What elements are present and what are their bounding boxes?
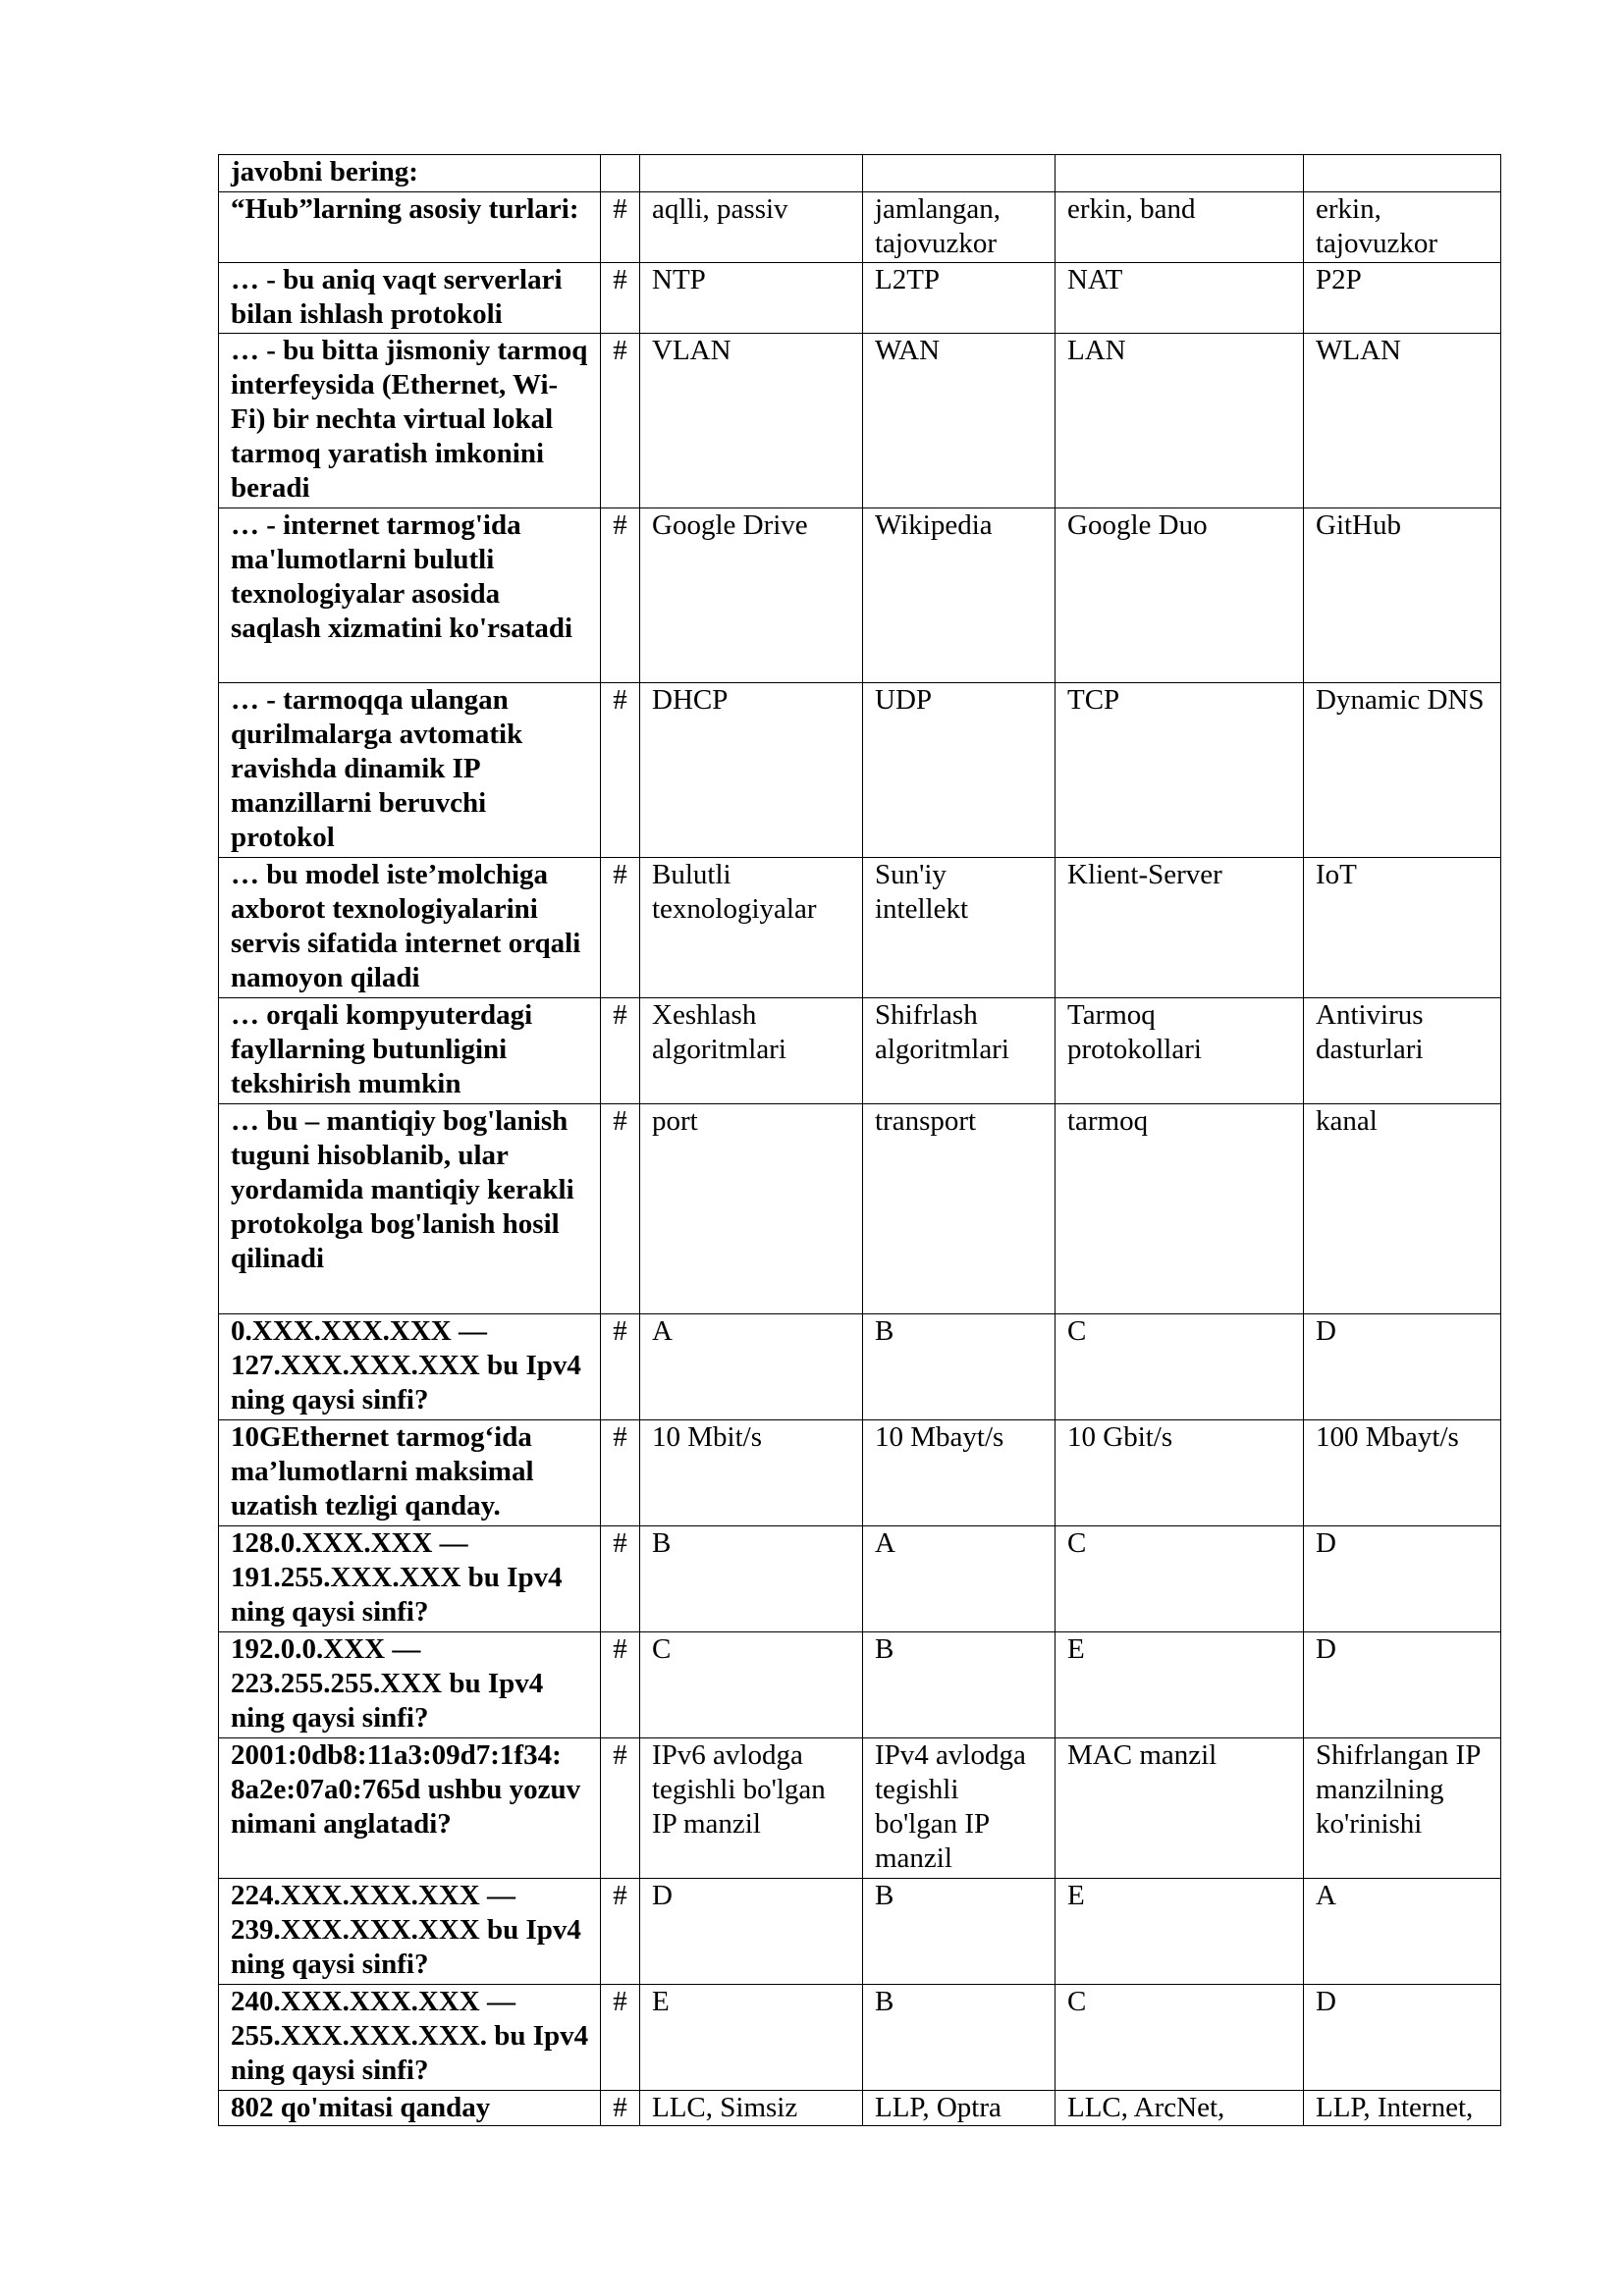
question-cell: “Hub”larning asosiy turlari: xyxy=(219,192,601,263)
option-a-cell: Google Drive xyxy=(640,508,863,683)
option-c-cell: NAT xyxy=(1056,263,1304,334)
answer-marker: # xyxy=(601,1738,640,1879)
question-cell: 224.XXX.XXX.XXX — 239.XXX.XXX.XXX bu Ipv4 ning qaysi sinfi? xyxy=(219,1879,601,1985)
option-d-cell: Antivirus dasturlari xyxy=(1304,998,1501,1104)
answer-marker: # xyxy=(601,334,640,508)
table-row xyxy=(219,508,1501,683)
option-c-cell: LLC, ArcNet, xyxy=(1056,2091,1304,2126)
option-c-cell: C xyxy=(1056,1314,1304,1420)
option-b-cell: B xyxy=(863,1314,1056,1420)
quiz-table xyxy=(218,154,1501,2126)
option-c-cell: LAN xyxy=(1056,334,1304,508)
option-c-cell: 10 Gbit/s xyxy=(1056,1420,1304,1526)
answer-marker: # xyxy=(601,858,640,998)
option-d-cell: D xyxy=(1304,1632,1501,1738)
option-d-cell: Shifrlangan IP manzilning ko'rinishi xyxy=(1304,1738,1501,1879)
option-d-cell: erkin, tajovuzkor xyxy=(1304,192,1501,263)
question-cell: … bu – mantiqiy bog'lanish tuguni hisoblanib, ular yordamida mantiqiy kerakli protokolga bog'lanish hosil qilinadi xyxy=(219,1104,601,1314)
table-row xyxy=(219,1879,1501,1985)
table-row xyxy=(219,1314,1501,1420)
option-d-cell: D xyxy=(1304,1314,1501,1420)
option-a-cell: D xyxy=(640,1879,863,1985)
option-d-cell: kanal xyxy=(1304,1104,1501,1314)
option-c-cell: erkin, band xyxy=(1056,192,1304,263)
question-cell: … - internet tarmog'ida ma'lumotlarni bulutli texnologiyalar asosida saqlash xizmatini ko'rsatadi xyxy=(219,508,601,683)
table-row xyxy=(219,858,1501,998)
option-a-cell: C xyxy=(640,1632,863,1738)
option-b-cell: transport xyxy=(863,1104,1056,1314)
answer-marker: # xyxy=(601,1420,640,1526)
option-a-cell: Xeshlash algoritmlari xyxy=(640,998,863,1104)
answer-marker: # xyxy=(601,1632,640,1738)
table-row xyxy=(219,192,1501,263)
option-b-cell: 10 Mbayt/s xyxy=(863,1420,1056,1526)
answer-marker: # xyxy=(601,508,640,683)
option-b-cell: B xyxy=(863,1879,1056,1985)
option-a-cell: DHCP xyxy=(640,683,863,858)
option-c-cell: E xyxy=(1056,1632,1304,1738)
option-b-cell: L2TP xyxy=(863,263,1056,334)
question-cell: 2001:0db8:11a3:09d7:1f34: 8a2e:07a0:765d ushbu yozuv nimani anglatadi? xyxy=(219,1738,601,1879)
option-d-cell: P2P xyxy=(1304,263,1501,334)
option-b-cell: IPv4 avlodga tegishli bo'lgan IP manzil xyxy=(863,1738,1056,1879)
table-row xyxy=(219,1738,1501,1879)
option-d-cell: 100 Mbayt/s xyxy=(1304,1420,1501,1526)
answer-marker: # xyxy=(601,2091,640,2126)
option-c-cell: C xyxy=(1056,1985,1304,2091)
option-d-cell: Dynamic DNS xyxy=(1304,683,1501,858)
answer-marker: # xyxy=(601,1879,640,1985)
table-row xyxy=(219,334,1501,508)
option-a-cell: VLAN xyxy=(640,334,863,508)
option-a-cell: 10 Mbit/s xyxy=(640,1420,863,1526)
option-d-cell xyxy=(1304,155,1501,192)
answer-marker: # xyxy=(601,1104,640,1314)
option-d-cell: GitHub xyxy=(1304,508,1501,683)
question-cell: … bu model iste’molchiga axborot texnologiyalarini servis sifatida internet orqali namoyon qiladi xyxy=(219,858,601,998)
option-a-cell: IPv6 avlodga tegishli bo'lgan IP manzil xyxy=(640,1738,863,1879)
option-c-cell: MAC manzil xyxy=(1056,1738,1304,1879)
table-row xyxy=(219,1526,1501,1632)
question-cell: 802 qo'mitasi qanday xyxy=(219,2091,601,2126)
answer-marker: # xyxy=(601,683,640,858)
table-row xyxy=(219,155,1501,192)
option-b-cell: Shifrlash algoritmlari xyxy=(863,998,1056,1104)
question-cell: … - bu aniq vaqt serverlari bilan ishlash protokoli xyxy=(219,263,601,334)
answer-marker: # xyxy=(601,192,640,263)
option-a-cell: B xyxy=(640,1526,863,1632)
option-c-cell: C xyxy=(1056,1526,1304,1632)
option-a-cell: A xyxy=(640,1314,863,1420)
option-b-cell: Wikipedia xyxy=(863,508,1056,683)
option-d-cell: LLP, Internet, xyxy=(1304,2091,1501,2126)
question-cell: 192.0.0.XXX — 223.255.255.XXX bu Ipv4 ning qaysi sinfi? xyxy=(219,1632,601,1738)
option-d-cell: D xyxy=(1304,1526,1501,1632)
question-cell: 240.XXX.XXX.XXX — 255.XXX.XXX.XXX. bu Ipv4 ning qaysi sinfi? xyxy=(219,1985,601,2091)
option-a-cell: aqlli, passiv xyxy=(640,192,863,263)
option-d-cell: A xyxy=(1304,1879,1501,1985)
question-cell: 10GEthernet tarmog‘ida ma’lumotlarni maksimal uzatish tezligi qanday. xyxy=(219,1420,601,1526)
answer-marker: # xyxy=(601,1526,640,1632)
option-b-cell: A xyxy=(863,1526,1056,1632)
option-d-cell: IoT xyxy=(1304,858,1501,998)
option-a-cell xyxy=(640,155,863,192)
option-c-cell: Klient-Server xyxy=(1056,858,1304,998)
table-row xyxy=(219,1985,1501,2091)
option-b-cell: B xyxy=(863,1632,1056,1738)
option-c-cell: E xyxy=(1056,1879,1304,1985)
answer-marker xyxy=(601,155,640,192)
option-b-cell xyxy=(863,155,1056,192)
option-a-cell: NTP xyxy=(640,263,863,334)
option-a-cell: LLC, Simsiz xyxy=(640,2091,863,2126)
option-b-cell: jamlangan, tajovuzkor xyxy=(863,192,1056,263)
option-c-cell: Google Duo xyxy=(1056,508,1304,683)
option-b-cell: B xyxy=(863,1985,1056,2091)
option-b-cell: WAN xyxy=(863,334,1056,508)
option-c-cell: Tarmoq protokollari xyxy=(1056,998,1304,1104)
option-b-cell: LLP, Optra xyxy=(863,2091,1056,2126)
table-row xyxy=(219,1104,1501,1314)
table-row xyxy=(219,263,1501,334)
option-c-cell xyxy=(1056,155,1304,192)
table-row xyxy=(219,1420,1501,1526)
question-cell: javobni bering: xyxy=(219,155,601,192)
table-row xyxy=(219,1632,1501,1738)
option-a-cell: E xyxy=(640,1985,863,2091)
question-cell: … - tarmoqqa ulangan qurilmalarga avtomatik ravishda dinamik IP manzillarni beruvchi protokol xyxy=(219,683,601,858)
answer-marker: # xyxy=(601,998,640,1104)
question-cell: … orqali kompyuterdagi fayllarning butunligini tekshirish mumkin xyxy=(219,998,601,1104)
answer-marker: # xyxy=(601,1985,640,2091)
option-a-cell: port xyxy=(640,1104,863,1314)
table-row xyxy=(219,998,1501,1104)
question-cell: … - bu bitta jismoniy tarmoq interfeysida (Ethernet, Wi-Fi) bir nechta virtual lokal tarmoq yaratish imkonini beradi xyxy=(219,334,601,508)
question-cell: 128.0.XXX.XXX — 191.255.XXX.XXX bu Ipv4 ning qaysi sinfi? xyxy=(219,1526,601,1632)
answer-marker: # xyxy=(601,263,640,334)
question-cell: 0.XXX.XXX.XXX — 127.XXX.XXX.XXX bu Ipv4 ning qaysi sinfi? xyxy=(219,1314,601,1420)
option-d-cell: WLAN xyxy=(1304,334,1501,508)
option-a-cell: Bulutli texnologiyalar xyxy=(640,858,863,998)
option-b-cell: Sun'iy intellekt xyxy=(863,858,1056,998)
answer-marker: # xyxy=(601,1314,640,1420)
option-d-cell: D xyxy=(1304,1985,1501,2091)
option-c-cell: TCP xyxy=(1056,683,1304,858)
table-row xyxy=(219,2091,1501,2126)
option-b-cell: UDP xyxy=(863,683,1056,858)
table-row xyxy=(219,683,1501,858)
option-c-cell: tarmoq xyxy=(1056,1104,1304,1314)
